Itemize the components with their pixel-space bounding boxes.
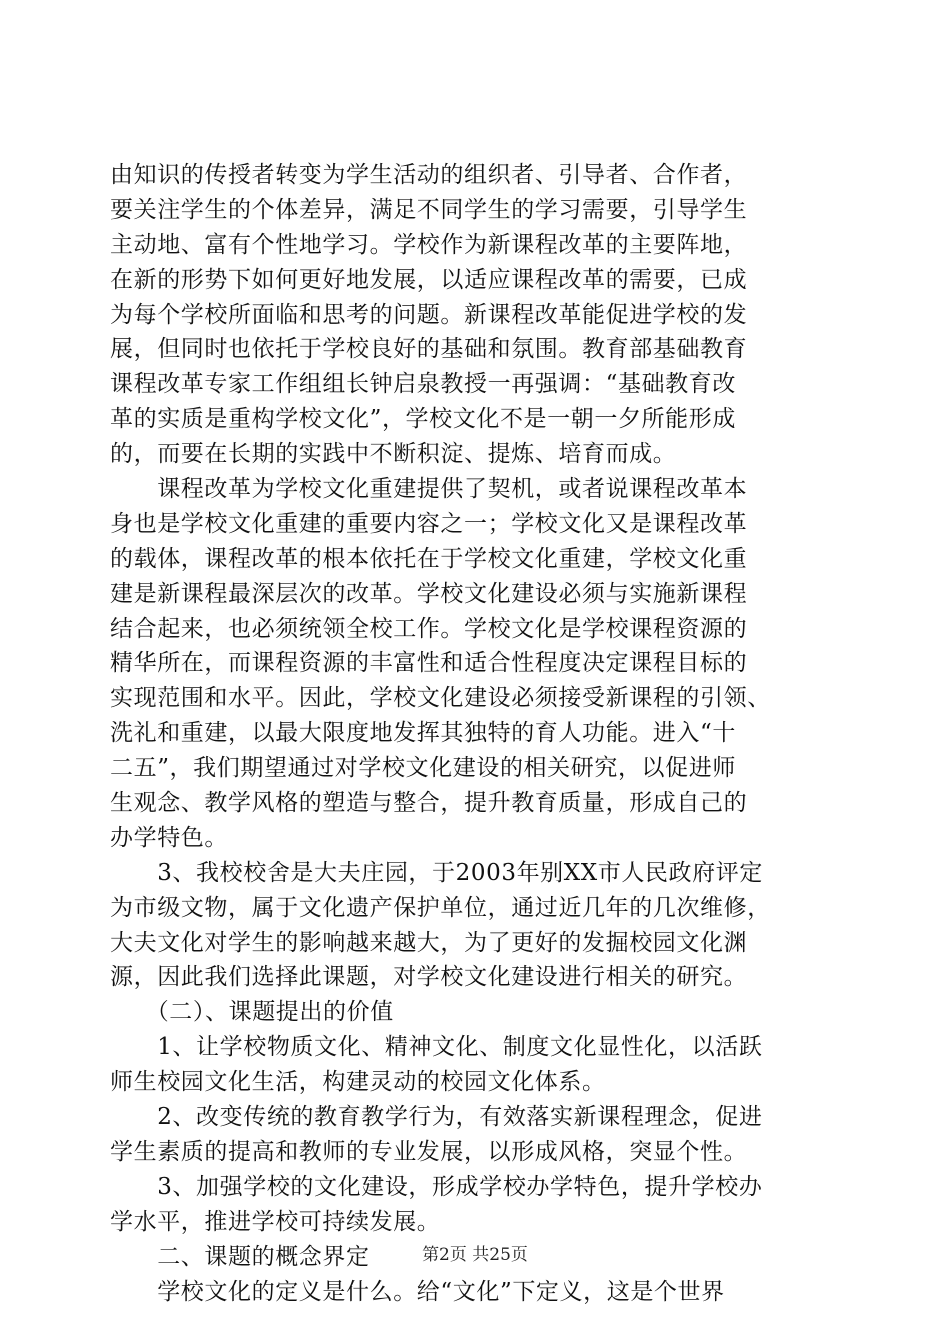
- text-line: 师生校园文化生活，构建灵动的校园文化体系。: [110, 1069, 606, 1096]
- text-line: 学生素质的提高和教师的专业发展，以形成风格，突显个性。: [110, 1138, 748, 1165]
- text-line: 结合起来，也必须统领全校工作。学校文化是学校课程资源的: [110, 615, 748, 642]
- text-line: 1、让学校物质文化、精神文化、制度文化显性化，以活跃: [110, 1034, 763, 1061]
- text-line: 在新的形势下如何更好地发展，以适应课程改革的需要，已成: [110, 266, 748, 293]
- text-line: 的载体，课程改革的根本依托在于学校文化重建，学校文化重: [110, 545, 748, 572]
- text-line: 实现范围和水平。因此，学校文化建设必须接受新课程的引领、: [110, 685, 771, 712]
- text-line: 由知识的传授者转变为学生活动的组织者、引导者、合作者，: [110, 162, 748, 188]
- section-heading: 二、课题的概念界定: [110, 1243, 370, 1270]
- document-body: [110, 158, 835, 1309]
- text-line: 二五”，我们期望通过对学校文化建设的相关研究，以促进师: [110, 755, 736, 782]
- text-line: 为每个学校所面临和思考的问题。新课程改革能促进学校的发: [110, 301, 748, 328]
- text-line: 课程改革为学校文化重建提供了契机，或者说课程改革本: [110, 476, 748, 503]
- text-line: 的，而要在长期的实践中不断积淀、提炼、培育而成。: [110, 441, 677, 468]
- text-line: 办学特色。: [110, 824, 228, 851]
- page-footer: 第2页 共25页: [422, 1245, 528, 1265]
- text-line: 革的实质是重构学校文化”，学校文化不是一朝一夕所能形成: [110, 406, 736, 433]
- text-line: 学校文化的定义是什么。给“文化”下定义，这是个世界: [110, 1278, 725, 1305]
- section-heading: （二）、课题提出的价值: [110, 999, 394, 1026]
- text-line: 建是新课程最深层次的改革。学校文化建设必须与实施新课程: [110, 580, 748, 607]
- text-line: 精华所在，而课程资源的丰富性和适合性程度决定课程目标的: [110, 650, 748, 677]
- text-line: 大夫文化对学生的影响越来越大，为了更好的发掘校园文化渊: [110, 929, 748, 956]
- text-line: 课程改革专家工作组组长钟启泉教授一再强调：“基础教育改: [110, 371, 736, 398]
- text-line: 3、加强学校的文化建设，形成学校办学特色，提升学校办: [110, 1173, 763, 1200]
- text-line: 学水平，推进学校可持续发展。: [110, 1208, 441, 1235]
- text-line: 生观念、教学风格的塑造与整合，提升教育质量，形成自己的: [110, 790, 748, 817]
- text-line: 主动地、富有个性地学习。学校作为新课程改革的主要阵地，: [110, 231, 748, 258]
- text-line: 源，因此我们选择此课题，对学校文化建设进行相关的研究。: [110, 964, 748, 991]
- text-line: 展，但同时也依托于学校良好的基础和氛围。教育部基础教育: [110, 336, 748, 363]
- text-line: 洗礼和重建，以最大限度地发挥其独特的育人功能。进入“十: [110, 720, 736, 747]
- text-line: 3、我校校舍是大夫庄园，于2003年别XX市人民政府评定: [110, 859, 763, 886]
- text-line: 要关注学生的个体差异，满足不同学生的学习需要，引导学生: [110, 196, 748, 223]
- text-line: 身也是学校文化重建的重要内容之一；学校文化又是课程改革: [110, 510, 748, 537]
- text-line: 为市级文物，属于文化遗产保护单位，通过近几年的几次维修，: [110, 894, 771, 921]
- text-line: 2、改变传统的教育教学行为，有效落实新课程理念，促进: [110, 1104, 763, 1131]
